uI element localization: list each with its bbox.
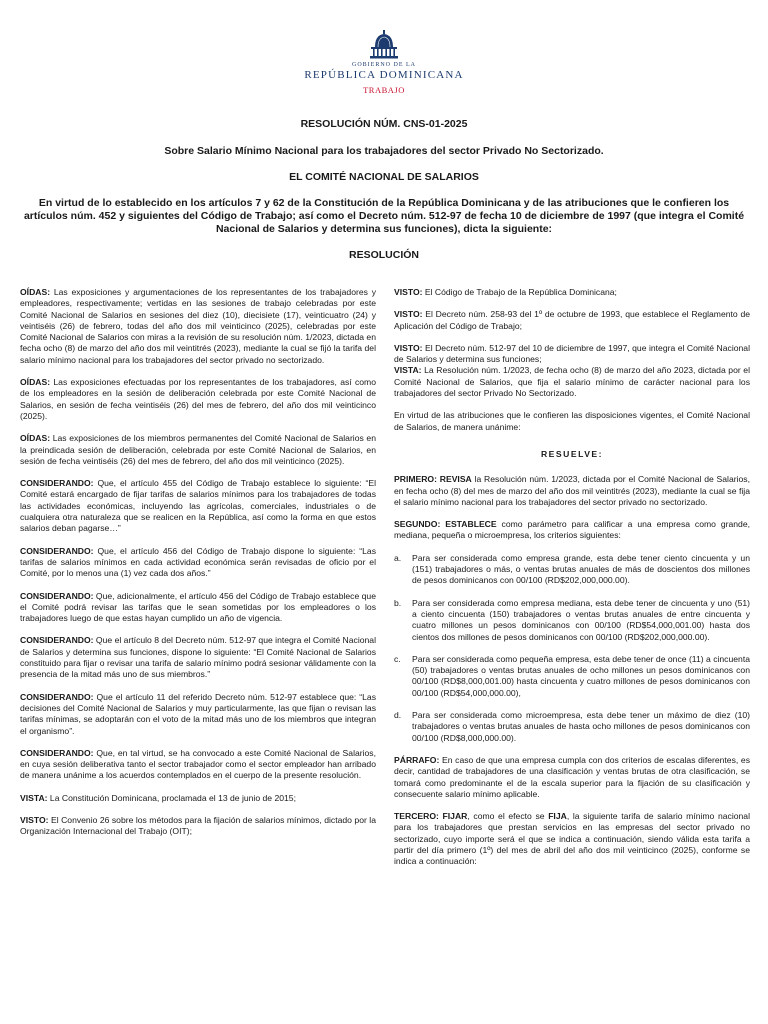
right-column [394,287,750,879]
government-line: GOBIERNO DE LA [352,62,416,68]
national-palace-emblem-icon [367,30,401,60]
country-name: REPÚBLICA DOMINICANA [304,69,464,81]
paragraph-visto-decreto-512: VISTO: El Decreto núm. 512-97 del 10 de diciembre de 1997, que integra el Comité Nacional de Salarios y determina sus funciones; VISTA: La Resolución núm. 1/2023, de fecha ocho (8) de marzo del año 2023, dictada por el Comité Nacional de Salarios, que fija el salario mínimo de carácter nacional para los trabajadores del sector Privado No Sectorizado. [394,342,750,399]
paragraph-considerando-4: CONSIDERANDO: Que el artículo 8 del Decreto núm. 512-97 que integra el Comité Nacional de Salarios y determina sus funciones, dispone lo siguiente: “El Comité Nacional de Salarios constituido para fijar o revisar una tarifa de salario mínimo podrá sesionar válidamente con la presencia de la mitad más uno de sus miembros.” [20,635,376,680]
paragraph-vista-constitucion: VISTA: La Constitución Dominicana, proclamada el 13 de junio de 2015; [20,792,296,803]
paragraph-oidas-2: OÍDAS: Las exposiciones efectuadas por los representantes de los trabajadores, así como de los empleadores en la sesión de deliberación celebrada por este Comité Nacional de Salarios, en sesión de fecha veintiséis (26) del mes de febrero, del año dos mil veinticinco (2025). [20,377,376,421]
committee-name: EL COMITÉ NACIONAL DE SALARIOS [289,171,479,183]
resolution-number: RESOLUCIÓN NÚM. CNS-01-2025 [300,118,468,130]
paragraph-tercero: TERCERO: FIJAR, como el efecto se FIJA, la siguiente tarifa de salario mínimo nacional para los trabajadores que prestan servicios en las empresas del sector privado no sectorizado, cuyo importe será el que se indica a continuación, siendo válida esta tarifa a partir del día primero (1º) del mes de abril del año dos mil veinticinco (2025), conforme se indica a continuación: [394,811,750,867]
criterion-a: a. Para ser considerada como empresa grande, esta debe tener ciento cincuenta y un (151) trabajadores o más, o ventas brutas anuales de más de doscientos dos millones de pesos dominicanos con 00/100 (RD$202,000,000.00). [394,552,750,586]
criterion-b: b. Para ser considerada como empresa mediana, esta debe tener de cincuenta y uno (51) a ciento cincuenta (150) trabajadores o ventas brutas anuales de entre cincuenta y cuatro millones un pesos dominicanos con 00/100 (RD$54,000,001.00) hasta dos cientos dos millones de pesos dominicanos con 00/100 (RD$202,000,000.00). [394,597,750,642]
paragraph-considerando-6: CONSIDERANDO: Que, en tal virtud, se ha convocado a este Comité Nacional de Salarios, en cuya sesión deliberativa tanto el sector trabajador como el sector empleador han arribado de manera unánime a los acuerdos contemplados en el cuerpo de la presente resolución. [20,747,376,781]
resuelve-heading: RESUELVE: [540,448,604,459]
paragraph-considerando-1: CONSIDERANDO: Que, el artículo 455 del Código de Trabajo establece lo siguiente: “El Comité estará encargado de fijar tarifas de salarios mínimos para los trabajadores de todas las actividades económicas, incluyendo las agrícolas, comerciales, industriales o de cualquiera otra naturaleza que se realicen en la República, así como la forma en que estos salarios deban pagarse…” [20,478,376,534]
ministry-name: TRABAJO [363,85,405,95]
paragraph-considerando-2: CONSIDERANDO: Que, el artículo 456 del Código de Trabajo dispone lo siguiente: “Las tarifas de salarios mínimos en cada actividad económica serán revisadas de oficio por el Comité, por lo menos una (1) vez cada dos años.” [20,545,376,579]
letterhead [0,30,768,95]
left-column [20,287,376,849]
paragraph-considerando-3: CONSIDERANDO: Que, adicionalmente, el artículo 456 del Código de Trabajo establece que el Comité podrá revisar las tarifas que le sean sometidas por los empleadores o los trabajadores luego de que estas hayan cumplido un año de vigencia. [20,590,376,624]
paragraph-considerando-5: CONSIDERANDO: Que el artículo 11 del referido Decreto núm. 512-97 establece que: “Las decisiones del Comité Nacional de Salarios y muy particularmente, las que fijan o revisan las tarifas mínimas, se adoptarán con el voto de la mitad más uno de los miembros que integran el organismo”. [20,691,376,736]
criterion-d: d. Para ser considerada como microempresa, esta debe tener un máximo de diez (10) trabajadores o ventas brutas anuales de hasta ocho millones de pesos dominicanos con 00/100 (RD$8,000,000.00). [394,710,750,743]
paragraph-oidas-3: OÍDAS: Las exposiciones de los miembros permanentes del Comité Nacional de Salarios en la preindicada sesión de deliberación, celebrada por este Comité Nacional de Salarios, en sesión de fecha veintiséis (26) del mes de febrero, del año dos mil veinticinco (2025). [20,433,376,466]
resolution-heading: RESOLUCIÓN [348,249,419,261]
resolution-subtitle: Sobre Salario Mínimo Nacional para los trabajadores del sector Privado No Sectorizado. [164,145,604,157]
paragraph-visto-decreto-258: VISTO: El Decreto núm. 258-93 del 1º de octubre de 1993, que establece el Reglamento de Aplicación del Código de Trabajo; [394,309,750,331]
paragraph-segundo: SEGUNDO: ESTABLECE como parámetro para calificar a una empresa como grande, mediana, pequeña o microempresa, los criterios siguientes: [394,519,750,541]
paragraph-visto-convenio: VISTO: El Convenio 26 sobre los métodos para la fijación de salarios mínimos, dictado por la Organización Internacional del Trabajo (OIT); [20,814,376,837]
paragraph-primero: PRIMERO: REVISA la Resolución núm. 1/2023, dictada por el Comité Nacional de Salarios, en fecha ocho (8) del mes de marzo del año dos mil veintitrés (2023), mediante la cual se fija el salario mínimo nacional para los trabajadores del sector privado no sectorizado. [394,474,750,507]
paragraph-parrafo: PÁRRAFO: En caso de que una empresa cumpla con dos criterios de escalas diferentes, es decir, cantidad de trabajadores de una clasificación y ventas brutas de otra clasificación, se tomará como predominante el de la escala superior para la fijación de su clasificación y consecuente salario mínimo aplicable. [394,754,750,799]
paragraph-visto-codigo: VISTO: El Código de Trabajo de la República Dominicana; [394,287,617,297]
preamble: En virtud de lo establecido en los artículos 7 y 62 de la Constitución de la República Dominicana y de las atribuciones que le confieren los artículos núm. 452 y siguientes del Código de Trabajo; así como el Decreto núm. 512-97 de fecha 10 de diciembre de 1997 (que integra el Comité Nacional de Salarios y determina sus funciones), dicta la siguiente: [23,197,745,235]
criterion-c: c. Para ser considerada como pequeña empresa, esta debe tener de once (11) a cincuenta (50) trabajadores o ventas brutas anuales de ocho millones un pesos dominicanos con 00/100 (RD$8,000,001.00) hasta cincuenta y cuatro millones de pesos dominicanos con 00/100 (RD$54,000,000.00), [394,653,750,698]
paragraph-en-virtud: En virtud de las atribuciones que le confieren las disposiciones vigentes, el Comité Nacional de Salarios, de manera unánime: [394,410,750,432]
paragraph-oidas-1: OÍDAS: Las exposiciones y argumentaciones de los representantes de los trabajadores y empleadores, respectivamente; vertidas en las sesiones de trabajo celebradas por este Comité Nacional de Salarios en sesiones del diez (10), diecisiete (17), veinticuatro (24) y veintiséis (26) de febrero, todas del año dos mil veinticinco (2025), celebradas por este Comité Nacional de Salarios con miras a la revisión de su resolución núm. 1/2023, dictada en fecha ocho (8) de marzo del año dos mil veintitrés (2023), mediante la cual se fijó la tarifa del salario mínimo nacional para los trabajadores del sector privado no sectorizado. [20,287,376,365]
